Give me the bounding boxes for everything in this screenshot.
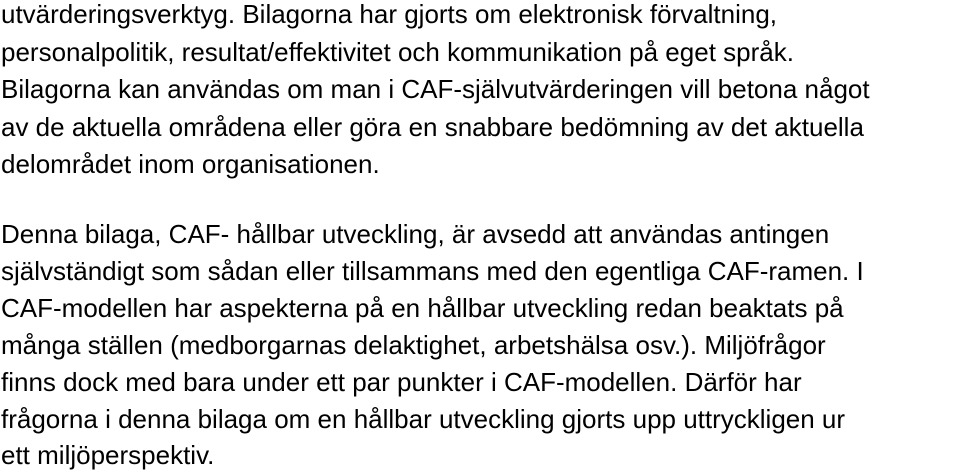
text-line: CAF-modellen har aspekterna på en hållbar utveckling redan beaktats på (1, 293, 844, 323)
text-line: Bilagorna kan användas om man i CAF-självutvärderingen vill betona något (1, 74, 870, 104)
text-line: ett miljöperspektiv. (1, 440, 215, 470)
text-line: självständigt som sådan eller tillsammans med den egentliga CAF-ramen. I (1, 256, 864, 286)
text-line: frågorna i denna bilaga om en hållbar utveckling gjorts upp uttryckligen ur (1, 404, 846, 434)
text-line: personalpolitik, resultat/effektivitet och kommunikation på eget språk. (1, 37, 794, 67)
text-line: finns dock med bara under ett par punkter i CAF-modellen. Därför har (1, 367, 802, 397)
text-line: delområdet inom organisationen. (1, 149, 380, 179)
text-line: av de aktuella områdena eller göra en snabbare bedömning av det aktuella (1, 112, 864, 142)
text-line: många ställen (medborgarnas delaktighet, arbetshälsa osv.). Miljöfrågor (1, 330, 826, 360)
text-line: Denna bilaga, CAF- hållbar utveckling, är avsedd att användas antingen (1, 219, 830, 249)
text-line: utvärderingsverktyg. Bilagorna har gjorts om elektronisk förvaltning, (1, 0, 778, 29)
